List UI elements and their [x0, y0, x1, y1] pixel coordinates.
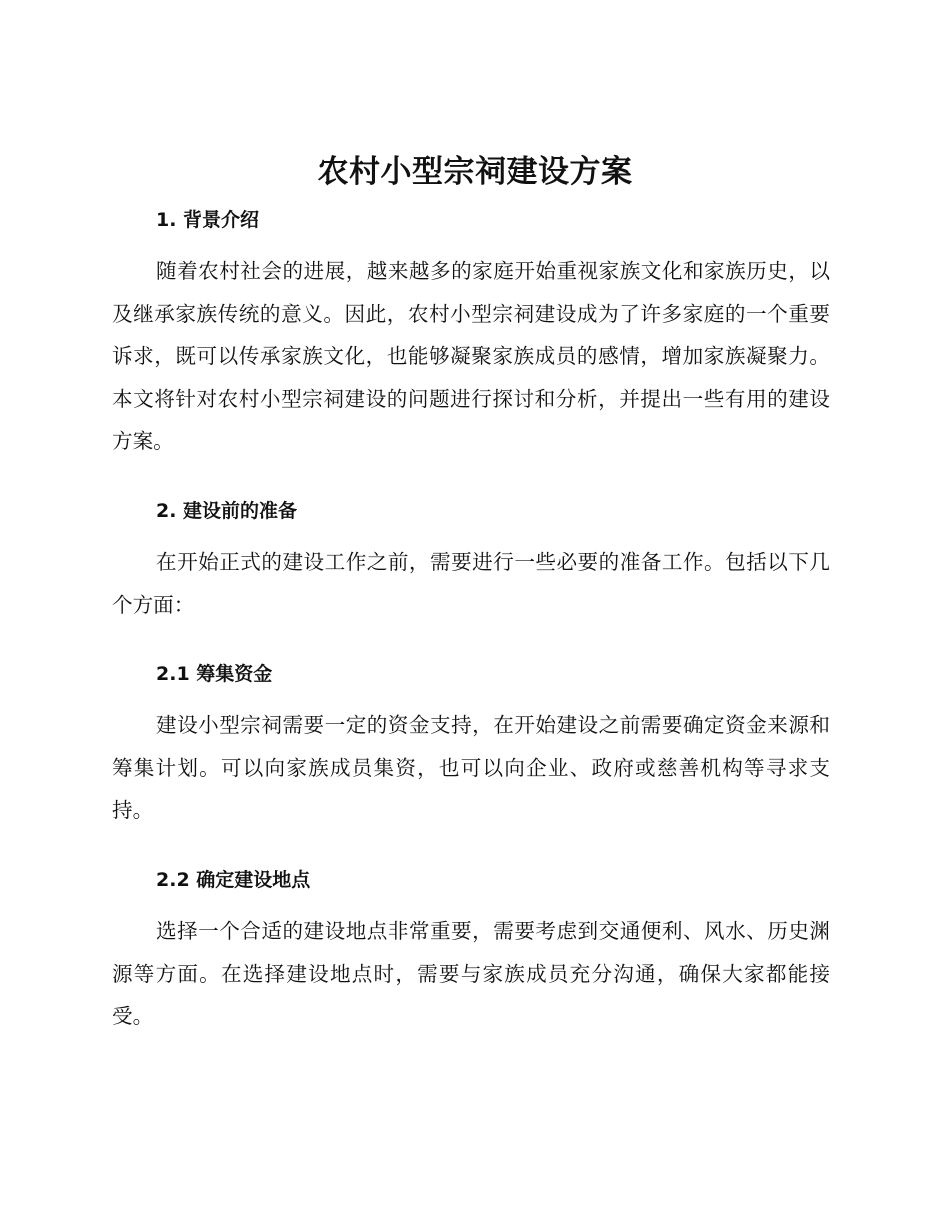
section-heading: 2.1 筹集资金	[156, 663, 273, 686]
section-heading: 1. 背景介绍	[156, 209, 260, 231]
section-background	[112, 196, 830, 463]
document-title: 农村小型宗祠建设方案	[317, 154, 633, 190]
section-paragraph: 建设小型宗祠需要一定的资金支持，在开始建设之前需要确定资金来源和筹集计划。可以向家族成员集资，也可以向企业、政府或慈善机构等寻求支持。	[112, 713, 830, 823]
document-body	[112, 196, 830, 1062]
section-paragraph: 选择一个合适的建设地点非常重要，需要考虑到交通便利、风水、历史渊源等方面。在选择建设地点时，需要与家族成员充分沟通，确保大家都能接受。	[112, 918, 830, 1029]
section-paragraph: 在开始正式的建设工作之前，需要进行一些必要的准备工作。包括以下几个方面：	[112, 549, 830, 617]
section-heading: 2.2 确定建设地点	[156, 868, 311, 891]
section-funding	[112, 650, 830, 832]
section-location	[112, 856, 830, 1038]
section-preparation	[112, 487, 830, 626]
section-heading: 2. 建设前的准备	[156, 499, 298, 522]
section-paragraph: 随着农村社会的进展，越来越多的家庭开始重视家族文化和家族历史，以及继承家族传统的意义。因此，农村小型宗祠建设成为了许多家庭的一个重要诉求，既可以传承家族文化，也能够凝聚家族成员的感情，增加家族凝聚力。本文将针对农村小型宗祠建设的问题进行探讨和分析，并提出一些有用的建设方案。	[112, 259, 830, 454]
